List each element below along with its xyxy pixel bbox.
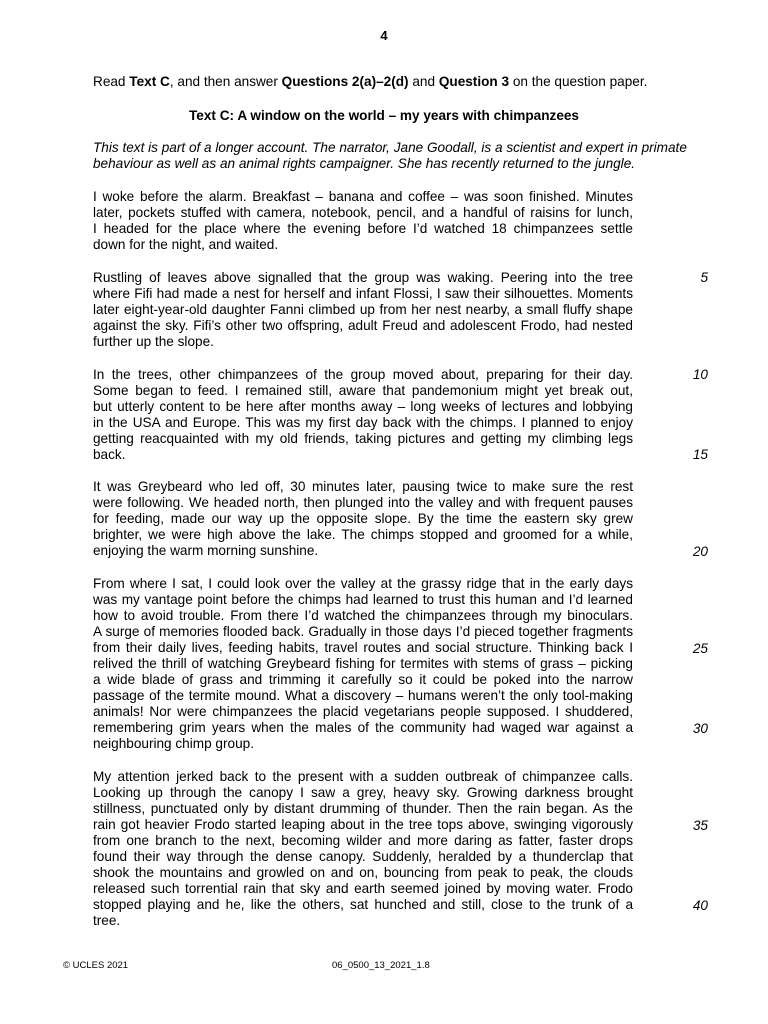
text-line: brighter, we were high above the lake. The chimps stopped and groomed for a while, [93,527,633,542]
line-number: 5 [700,270,708,285]
text-line: found their way through the dense canopy. Suddenly, heralded by a thunderclap that [93,849,633,864]
text-line: in the USA and Europe. This was my first day back with the chimps. I planned to enjoy [93,415,633,430]
text-line: against the sky. Fifi’s other two offspring, adult Freud and adolescent Frodo, had nested [93,318,633,333]
text-line: back. [93,447,126,462]
text-line: My attention jerked back to the present with a sudden outbreak of chimpanzee calls. [93,769,633,784]
text-line: released such torrential rain that sky and earth seemed joined by moving water. Frodo [93,881,633,896]
text-line: but utterly content to be here after months away – long weeks of lectures and lobbying [93,399,633,414]
text-line: From where I sat, I could look over the valley at the grassy ridge that in the early days [93,576,633,591]
text-line: a wide blade of grass and trimming it carefully so it could be poked into the narrow [93,672,633,687]
line-number: 20 [692,544,708,559]
text-line: later eight-year-old daughter Fanni climbed up from her nest nearby, a small fluffy shape [93,302,633,317]
text-title: Text C: A window on the world – my years with chimpanzees [188,108,579,123]
instruction-text: Read [93,74,130,89]
text-line: I woke before the alarm. Breakfast – banana and coffee – was soon finished. Minutes [93,189,633,204]
text-line: remembering grim years when the males of the community had waged war against a [93,720,633,735]
text-line: relived the thrill of watching Greybeard fishing for termites with stems of grass – picking [93,656,633,671]
text-line: shook the mountains and growled on and on, bouncing from peak to peak, the clouds [93,865,633,880]
text-line: neighbouring chimp group. [93,736,254,751]
text-line: from one branch to the next, becoming wilder and more daring as fatter, faster drops [93,833,633,848]
text-line: down for the night, and waited. [93,237,279,252]
instruction-text: on the question paper. [509,74,648,89]
paragraph-5 [93,576,633,752]
context-line: This text is part of a longer account. The narrator, Jane Goodall, is a scientist and expert in primate [93,140,687,155]
line-number: 30 [692,721,708,736]
text-line: from their daily lives, feeding habits, travel routes and social structure. Thinking back I [93,640,633,655]
paragraph-3 [93,367,633,463]
text-line: were following. We headed north, then plunged into the valley and with frequent pauses [93,495,633,510]
paragraph-2 [93,270,633,350]
text-line: tree. [93,913,121,928]
text-line: A surge of memories flooded back. Gradually in those days I’d pieced together fragments [93,624,633,639]
question-3: Question 3 [438,74,510,89]
page-number: 4 [380,28,388,43]
text-line: getting reacquainted with my old friends, taking pictures and getting my climbing legs [93,431,633,446]
text-line: stopped playing and he, like the others, sat hunched and still, close to the trunk of a [93,897,633,912]
text-line: passage of the termite mound. What a discovery – humans weren’t the only tool-making [93,688,633,703]
line-number: 10 [692,367,708,382]
text-line: how to avoid trouble. From there I’d watched the chimpanzees through my binoculars. [93,608,633,623]
line-number: 15 [692,447,708,462]
text-line: was my vantage point before the chimps had learned to trust this human and I’d learned [93,592,633,607]
instruction-text: and [408,74,439,89]
text-line: Some began to feed. I remained still, aware that pandemonium might yet break out, [93,383,633,398]
question-range: Questions 2(a)–2(d) [281,74,409,89]
text-line: enjoying the warm morning sunshine. [93,543,319,558]
text-line: later, pockets stuffed with camera, notebook, pencil, and a handful of raisins for lunch, [93,205,633,220]
instruction-text: , and then answer [169,74,282,89]
text-line: Rustling of leaves above signalled that the group was waking. Peering into the tree [93,270,633,285]
text-line: animals! Nor were chimpanzees the placid vegetarians people supposed. I shuddered, [93,704,633,719]
text-line: further up the slope. [93,334,214,349]
paragraph-6 [93,769,633,929]
paragraph-1 [93,189,633,253]
text-line: It was Greybeard who led off, 30 minutes later, pausing twice to make sure the rest [93,479,633,494]
line-number: 40 [692,898,708,913]
instruction [93,73,647,90]
text-line: I headed for the place where the evening before I’d watched 18 chimpanzees settle [93,221,633,236]
line-number: 35 [692,818,708,833]
footer-code: 06_0500_13_2021_1.8 [332,960,430,971]
text-line: where Fifi had made a nest for herself and infant Flossi, I saw their silhouettes. Moments [93,286,633,301]
text-line: In the trees, other chimpanzees of the group moved about, preparing for their day. [93,367,633,382]
text-reference: Text C [129,74,170,89]
context-note [93,140,713,172]
text-line: Looking up through the canopy I saw a grey, heavy sky. Growing darkness brought [93,785,633,800]
text-line: stillness, punctuated only by distant drumming of thunder. Then the rain began. As the [93,801,633,816]
paragraph-4 [93,479,633,559]
text-line: for feeding, made our way up the opposite slope. By the time the eastern sky grew [93,511,633,526]
footer-copyright: © UCLES 2021 [63,960,129,971]
text-line: rain got heavier Frodo started leaping about in the tree tops above, swinging vigorously [93,817,633,832]
context-line: behaviour as well as an animal rights campaigner. She has recently returned to the jungle. [93,156,636,171]
line-number: 25 [692,641,708,656]
